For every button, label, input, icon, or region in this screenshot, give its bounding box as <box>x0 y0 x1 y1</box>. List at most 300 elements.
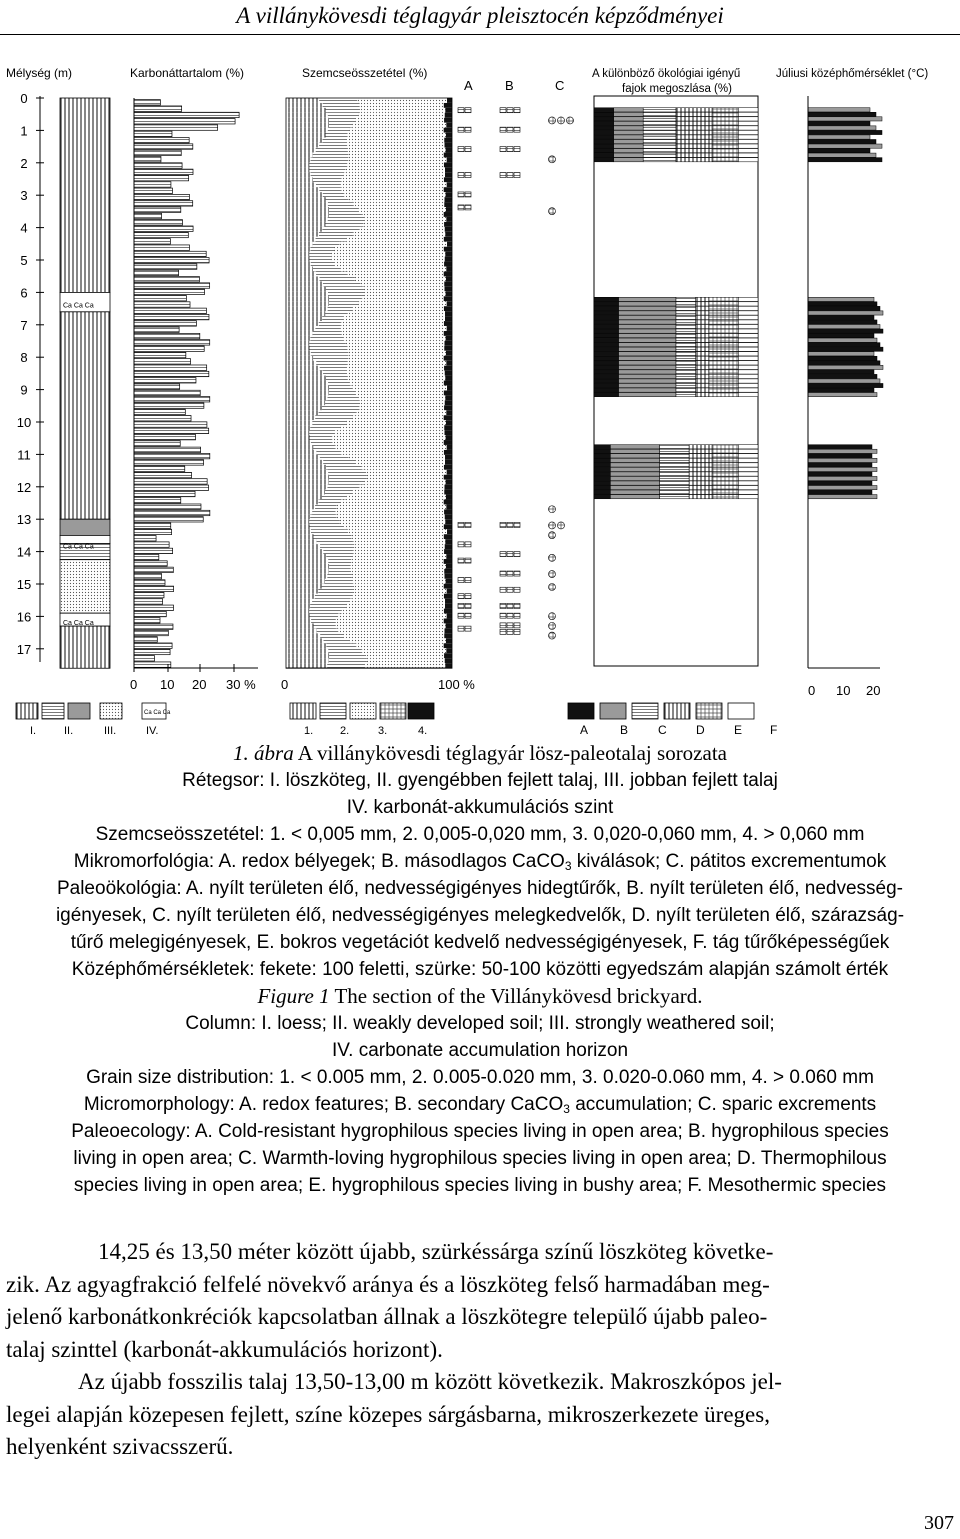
grain-bar-segment <box>320 544 354 549</box>
micro-symbol <box>507 108 513 113</box>
ecology-bar-segment <box>619 306 676 310</box>
grain-bar-segment <box>326 376 348 381</box>
micro-symbol <box>458 613 464 618</box>
grain-bar-segment <box>286 460 323 465</box>
ecology-bar-segment <box>738 365 758 369</box>
temperature-bar <box>808 315 874 319</box>
carbonate-bar <box>134 599 163 604</box>
grain-bar-segment <box>445 232 452 237</box>
ecology-bar-segment <box>712 158 738 162</box>
ecology-bar-segment <box>738 356 758 360</box>
grain-bar-segment <box>286 192 323 197</box>
grain-bar-segment <box>286 633 320 638</box>
ecology-bar-segment <box>594 361 619 365</box>
grain-bar-segment <box>286 197 326 202</box>
grain-bar-segment <box>350 638 446 643</box>
grain-bar-segment <box>286 450 316 455</box>
grain-bar-segment <box>319 232 354 237</box>
ecology-bar-segment <box>676 149 712 153</box>
ecology-bar-segment <box>738 135 758 139</box>
ecology-bar-segment <box>594 486 610 490</box>
grain-bar-segment <box>354 232 446 237</box>
temperature-bar <box>808 495 877 499</box>
temperature-bar <box>808 320 877 324</box>
paragraph-1-line-3: jelenő karbonátkonkréciók kapcsolatban állnak a löszkötegre települő újabb paleo- <box>6 1304 768 1329</box>
grain-bar-segment <box>444 450 452 455</box>
micro-symbol <box>500 173 506 178</box>
micro-symbol <box>549 632 556 639</box>
ecology-bar-segment <box>712 445 738 449</box>
ecology-bar-segment <box>709 356 739 360</box>
grain-bar-segment <box>353 386 447 391</box>
carbonate-bar <box>134 232 188 237</box>
grain-bar-segment <box>286 237 316 242</box>
grain-bar-segment <box>350 599 445 604</box>
legend-eco-c: C <box>658 723 667 737</box>
ecology-bar-segment <box>738 329 758 333</box>
micro-symbol <box>465 108 471 113</box>
ecology-bar-segment <box>619 302 676 306</box>
ecology-bar-segment <box>594 302 619 306</box>
grain-bar-segment <box>367 475 444 480</box>
ecology-bar-segment <box>738 324 758 328</box>
grain-bar-segment <box>286 366 320 371</box>
ecology-bar-segment <box>709 370 739 374</box>
caption-hu-column-2: IV. karbonát-akkumulációs szint <box>346 797 614 818</box>
ecology-bar-segment <box>643 126 676 130</box>
grain-bar-segment <box>286 351 311 356</box>
legend-grain-3: 3. <box>378 725 388 737</box>
carbonate-bar <box>134 656 155 661</box>
ecology-bar-segment <box>660 476 690 480</box>
carbonate-bar <box>134 649 170 654</box>
grain-bar-segment <box>286 267 313 272</box>
grain-bar-segment <box>446 495 452 500</box>
grain-bar-segment <box>286 138 323 143</box>
grain-bar-segment <box>360 103 444 108</box>
grain-bar-segment <box>316 148 348 153</box>
ecology-bar-segment <box>614 121 644 125</box>
grain-bar-segment <box>444 143 452 148</box>
grain-bar-segment <box>323 103 360 108</box>
grain-bar-segment <box>327 574 352 579</box>
caption-hu-eco-2: igényesek, C. nyílt területen élő, nedvességigényes melegkedvelők, D. nyílt területen élő, szárazság- <box>55 905 905 926</box>
ecology-bar-segment <box>594 472 610 476</box>
grain-bar-segment <box>328 648 362 653</box>
legend-grain-1: 1. <box>304 725 314 737</box>
grain-bar-segment <box>444 286 452 291</box>
grain-bar-segment <box>309 167 345 172</box>
ecology-bar-segment <box>689 467 712 471</box>
ecology-bar-segment <box>660 481 690 485</box>
grain-bar-segment <box>286 648 328 653</box>
ecology-bar-segment <box>738 320 758 324</box>
lithology-column <box>60 98 110 668</box>
micro-symbol <box>549 156 556 163</box>
carbonate-bar <box>134 548 173 553</box>
micro-symbol <box>514 127 520 132</box>
micro-symbol <box>500 571 506 576</box>
grain-bar-segment <box>286 658 329 663</box>
ecology-bar-segment <box>614 108 644 112</box>
grain-bar-segment <box>444 500 452 505</box>
grain-bar-segment <box>444 296 452 301</box>
grain-bar-segment <box>286 103 323 108</box>
grain-bar-segment <box>444 212 452 217</box>
grain-bar-segment <box>444 628 452 633</box>
ecology-bar-segment <box>738 476 758 480</box>
ecology-bar-segment <box>676 297 696 301</box>
ecology-bar-segment <box>619 320 676 324</box>
carbonate-bar <box>134 138 189 143</box>
micro-symbol <box>549 522 556 529</box>
carbonate-bar <box>134 289 205 294</box>
caption-en-micro: Micromorphology: A. redox features; B. secondary CaCO$_3$ accumulation; C. sparic excrements <box>83 1094 877 1116</box>
ecology-bar-segment <box>738 302 758 306</box>
grain-bar-segment <box>329 207 359 212</box>
ca-label: Ca Ca Ca <box>63 302 94 310</box>
grain-bar-segment <box>342 187 444 192</box>
temperature-bar <box>808 445 872 449</box>
grain-bar-segment <box>365 217 447 222</box>
micro-symbol <box>458 522 464 527</box>
ecology-bar-segment <box>689 449 712 453</box>
carbonate-bar <box>134 542 169 547</box>
ecology-bar-segment <box>660 445 690 449</box>
ecology-bar-segment <box>712 458 738 462</box>
grain-bar-segment <box>445 311 452 316</box>
grain-bar-segment <box>326 465 362 470</box>
ecology-bar-segment <box>676 306 696 310</box>
grain-bar-segment <box>286 232 319 237</box>
depth-axis <box>17 91 44 662</box>
caption-en-title: Figure 1 The section of the Villánykövesd brickyard. <box>257 984 703 1008</box>
carbonate-bar <box>134 264 197 269</box>
carbonate-bar <box>134 277 199 282</box>
carbonate-bar <box>134 390 200 395</box>
ecology-bar-segment <box>712 486 738 490</box>
grain-bar-segment <box>445 167 452 172</box>
carbonate-bar <box>134 220 182 225</box>
grain-bar-segment <box>316 182 341 187</box>
temperature-bar <box>808 472 872 476</box>
grain-bar-segment <box>328 395 359 400</box>
grain-bar-segment <box>444 465 452 470</box>
ecology-bar-segment <box>676 112 712 116</box>
ecology-bar-segment <box>594 388 619 392</box>
carbonate-bar <box>134 624 173 629</box>
carbonate-bar <box>134 441 180 446</box>
grain-bar-segment <box>362 296 443 301</box>
depth-tick-label: 16 <box>16 609 32 625</box>
grain-bar-segment <box>348 133 446 138</box>
carbonate-bar <box>134 529 172 534</box>
ecology-bar-segment <box>709 311 739 315</box>
ecology-bar-segment <box>594 379 619 383</box>
grain-bar-segment <box>444 341 452 346</box>
grain-bar-segment <box>286 504 315 509</box>
legend-eco-e: E <box>734 723 743 737</box>
grain-bar-segment <box>286 544 320 549</box>
grain-bar-segment <box>446 133 452 138</box>
grain-size-column <box>286 98 452 668</box>
ecology-bar-segment <box>709 297 739 301</box>
grain-bar-segment <box>328 202 354 207</box>
ecology-bar-segment <box>696 324 709 328</box>
grain-bar-segment <box>360 400 445 405</box>
ecology-bar-segment <box>614 144 644 148</box>
grain-bar-segment <box>329 386 353 391</box>
grain-bar-segment <box>343 633 444 638</box>
micro-symbol <box>465 173 471 178</box>
ecology-bar-segment <box>660 472 690 476</box>
micro-symbol <box>458 578 464 583</box>
ecology-bar-segment <box>676 320 696 324</box>
ecology-bar-segment <box>712 490 738 494</box>
grain-bar-segment <box>364 222 445 227</box>
grain-bar-segment <box>347 143 444 148</box>
grain-bar-segment <box>286 529 311 534</box>
ecology-bar-segment <box>610 490 659 494</box>
grain-bar-segment <box>445 257 452 262</box>
micro-symbol <box>549 532 556 539</box>
ecology-column-title-2: fajok megoszlása (%) <box>622 83 732 95</box>
caption-hu-temp: Középhőmérsékletek: fekete: 100 feletti, szürke: 50-100 közötti egyedszám alapján számolt érték <box>71 959 889 980</box>
ecology-bar-segment <box>738 463 758 467</box>
grain-bar-segment <box>353 554 447 559</box>
ecology-bar-segment <box>594 370 619 374</box>
grain-bar-segment <box>328 381 350 386</box>
grain-bar-segment <box>286 227 322 232</box>
grain-bar-segment <box>286 286 326 291</box>
grain-bar-segment <box>347 162 444 167</box>
ecology-bar-segment <box>738 108 758 112</box>
temperature-bar <box>808 121 870 125</box>
carbonate-bar <box>134 517 203 522</box>
temperature-bar <box>808 343 880 347</box>
depth-tick-label: 13 <box>16 512 32 528</box>
grain-bar-segment <box>340 242 447 247</box>
ecology-bar-segment <box>689 481 712 485</box>
grain-bar-segment <box>347 366 444 371</box>
grain-bar-segment <box>354 539 446 544</box>
carbonate-bar <box>134 416 191 421</box>
ecology-bar-segment <box>594 454 610 458</box>
grain-bar-segment <box>286 470 328 475</box>
figure-caption <box>0 740 960 1199</box>
grain-bar-segment <box>341 182 447 187</box>
grain-bar-segment <box>325 311 348 316</box>
grain-bar-segment <box>334 247 444 252</box>
grain-bar-segment <box>354 544 444 549</box>
grain-bar-segment <box>319 410 357 415</box>
grain-bar-segment <box>316 361 348 366</box>
grain-bar-segment <box>312 599 350 604</box>
ecology-bar-segment <box>709 334 739 338</box>
legend-eco-d: D <box>696 723 705 737</box>
ecology-bar-segment <box>594 324 619 328</box>
grain-bar-segment <box>445 599 452 604</box>
ecology-bar-segment <box>709 329 739 333</box>
running-head: A villánykövesdi téglagyár pleisztocén képződményei <box>236 3 724 28</box>
grain-bar-segment <box>286 574 327 579</box>
grain-bar-segment <box>286 519 309 524</box>
grain-bar-segment <box>353 594 444 599</box>
grain-bar-segment <box>286 217 328 222</box>
carbonate-bars <box>134 98 239 668</box>
ecology-bar-segment <box>594 365 619 369</box>
grain-bar-segment <box>286 609 309 614</box>
ecology-bar-segment <box>738 130 758 134</box>
grain-bar-segment <box>341 326 447 331</box>
grain-bar-segment <box>357 98 447 103</box>
grain-bar-segment <box>341 450 444 455</box>
grain-bar-segment <box>326 286 364 291</box>
ecology-bar-segment <box>696 388 709 392</box>
micro-symbol <box>458 205 464 210</box>
ecology-bar-segment <box>689 454 712 458</box>
ecology-bar-segment <box>738 495 758 499</box>
grain-bar-segment <box>444 366 452 371</box>
carbonate-bar <box>134 479 207 484</box>
depth-tick-label: 11 <box>17 447 31 463</box>
ecology-bar-segment <box>614 112 644 116</box>
grain-bar-segment <box>286 128 328 133</box>
grain-bar-segment <box>446 504 452 509</box>
grain-bar-segment <box>446 435 452 440</box>
grain-bar-segment <box>310 435 333 440</box>
ecology-bar-segment <box>709 393 739 397</box>
micro-symbol <box>507 173 513 178</box>
ecology-bar-segment <box>610 486 659 490</box>
grain-bar-segment <box>325 400 360 405</box>
ecology-bar-segment <box>619 311 676 315</box>
grain-bar-segment <box>317 628 339 633</box>
ecology-bar-segment <box>696 306 709 310</box>
grain-bar-segment <box>444 356 452 361</box>
ecology-bar-segment <box>594 334 619 338</box>
ca-label: Ca Ca Ca <box>63 543 94 551</box>
grain-bar-segment <box>332 435 445 440</box>
depth-tick-label: 10 <box>16 415 32 430</box>
ecology-bar-segment <box>709 379 739 383</box>
grain-bar-segment <box>286 108 326 113</box>
grain-bar-segment <box>344 316 445 321</box>
carbonate-bar <box>134 194 189 199</box>
grain-bar-segment <box>447 242 452 247</box>
micro-symbol <box>465 603 471 608</box>
carbonate-bar <box>134 561 167 566</box>
micro-symbol <box>514 552 520 557</box>
ecology-bar-segment <box>594 126 614 130</box>
grain-bar-segment <box>310 336 343 341</box>
grain-bar-segment <box>328 559 351 564</box>
grain-bar-segment <box>444 653 452 658</box>
grain-bar-segment <box>364 286 445 291</box>
ecology-bar-segment <box>738 486 758 490</box>
carbonate-bar <box>134 498 181 503</box>
ecology-bar-segment <box>643 158 676 162</box>
ecology-bar-segment <box>619 356 676 360</box>
ecology-bar-segment <box>594 139 614 143</box>
grain-bar-segment <box>316 450 341 455</box>
micro-symbol <box>507 623 513 628</box>
ecology-bar-segment <box>696 361 709 365</box>
carbonate-bar <box>134 409 185 414</box>
ecology-bar-segment <box>696 383 709 387</box>
paragraph-1-line-4: talaj szinttel (karbonát-akkumulációs horizont). <box>6 1336 443 1362</box>
grain-bar-segment <box>286 306 328 311</box>
caption-en-eco-3: species living in open area; E. hygrophilous species living in bushy area; F. Mesothermic species <box>73 1175 887 1196</box>
depth-tick-label: 17 <box>16 641 32 657</box>
micro-symbol <box>458 542 464 547</box>
grain-bar-segment <box>286 262 311 267</box>
ecology-bar-segment <box>676 329 696 333</box>
grain-bar-segment <box>348 311 445 316</box>
ecology-bar-segment <box>676 108 712 112</box>
grain-bar-segment <box>349 197 445 202</box>
lithology-segment <box>60 626 110 668</box>
ecology-bar-segment <box>712 117 738 121</box>
grain-bar-segment <box>318 589 354 594</box>
caption-hu-eco-3: tűrő melegigényesek, E. bokros vegetációt kedvelő nedvességigényesek, F. tág tűrőképességűek <box>70 932 890 953</box>
grain-bar-segment <box>364 291 445 296</box>
grain-bar-segment <box>328 470 366 475</box>
depth-tick-label: 1 <box>20 123 28 139</box>
caption-hu-grain: Szemcseösszetétel: 1. < 0,005 mm, 2. 0,005-0,020 mm, 3. 0,020-0,060 mm, 4. > 0,060 mm <box>95 824 865 845</box>
grain-bar-segment <box>329 301 358 306</box>
grain-bar-segment <box>328 113 358 118</box>
ecology-bar-segment <box>619 365 676 369</box>
ecology-bar-segment <box>696 370 709 374</box>
grain-bar-segment <box>447 98 452 103</box>
grain-bar-segment <box>346 495 446 500</box>
grain-bar-segment <box>310 247 334 252</box>
ecology-bar-segment <box>676 388 696 392</box>
grain-bar-segment <box>346 167 445 172</box>
grain-bar-segment <box>355 276 446 281</box>
micro-symbol <box>549 554 556 561</box>
grain-bar-segment <box>286 296 329 301</box>
lithology-legend <box>16 703 171 737</box>
ecology-bar-segment <box>676 347 696 351</box>
grain-bar-segment <box>320 366 347 371</box>
depth-tick-label: 5 <box>20 253 28 268</box>
caption-hu-micro: Mikromorfológia: A. redox bélyegek; B. másodlagos CaCO$_3$ kiválások; C. pátitos excrementumok <box>73 851 887 873</box>
grain-bar-segment <box>312 331 341 336</box>
grain-bar-segment <box>286 311 325 316</box>
grain-bar-segment <box>286 376 326 381</box>
ecology-bar-segment <box>738 306 758 310</box>
grain-bar-segment <box>444 197 452 202</box>
micro-symbol <box>500 147 506 152</box>
micro-symbol <box>500 522 506 527</box>
grain-bar-segment <box>445 316 452 321</box>
grain-bar-segment <box>315 504 337 509</box>
ecology-bar-segment <box>689 445 712 449</box>
ecology-bar-segment <box>712 481 738 485</box>
grain-bar-segment <box>444 331 452 336</box>
carbonate-bar <box>134 201 193 206</box>
temperature-bars <box>808 108 883 499</box>
grain-bar-segment <box>286 623 314 628</box>
micro-symbol <box>514 108 520 113</box>
grain-bar-segment <box>444 430 452 435</box>
legend-eco-b: B <box>620 723 629 737</box>
grain-bar-segment <box>358 301 447 306</box>
temperature-bar <box>808 135 870 139</box>
grain-bar-segment <box>311 172 344 177</box>
